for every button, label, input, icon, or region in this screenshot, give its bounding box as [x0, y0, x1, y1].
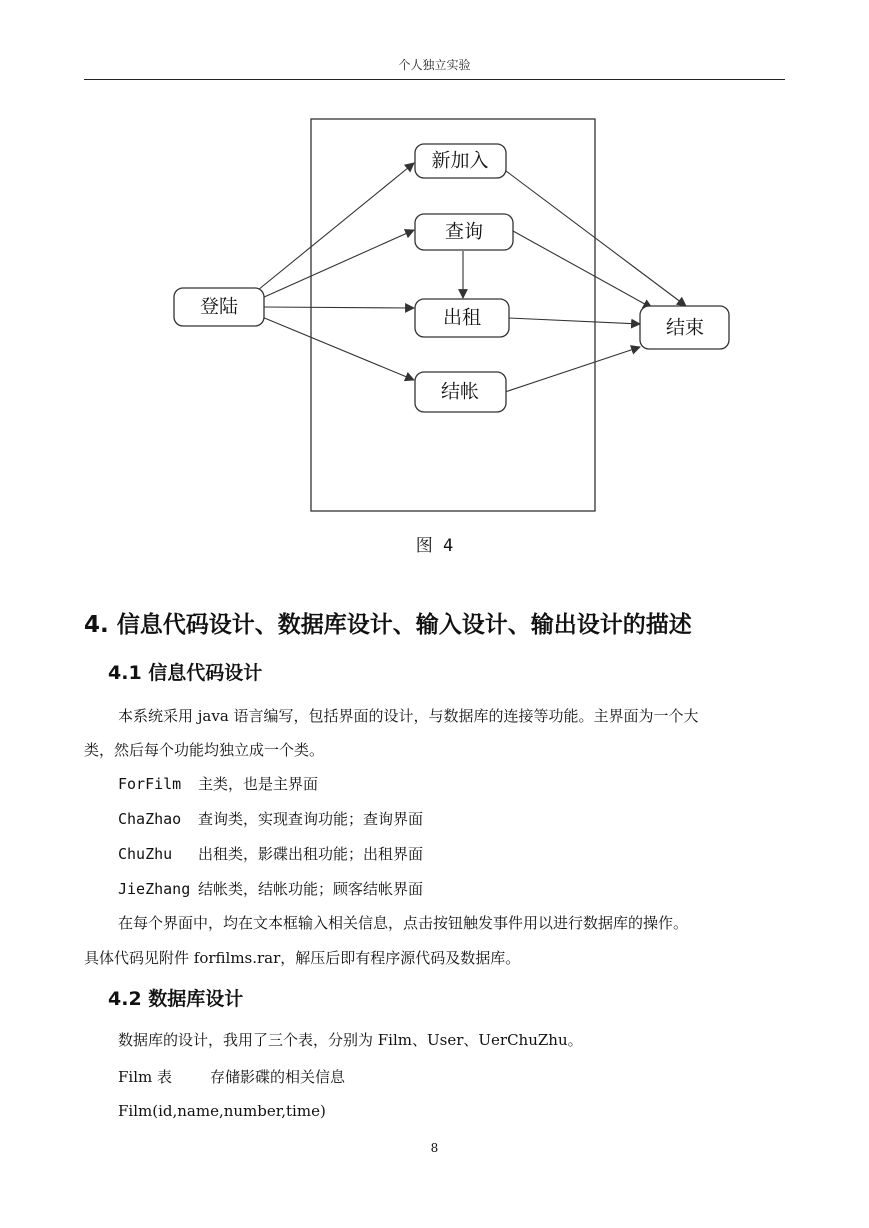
class-name: ChaZhao: [118, 810, 182, 828]
class-row: [118, 844, 423, 864]
edge-login-new: [258, 163, 414, 290]
class-desc: 主类，也是主界面: [198, 775, 319, 793]
class-desc: 结帐类，结帐功能；顾客结帐界面: [198, 880, 424, 898]
subsection-heading-4-1: 4.1 信息代码设计: [108, 662, 263, 684]
edge-checkout-end: [505, 347, 640, 392]
node-query: [415, 214, 513, 250]
edge-login-query: [262, 230, 414, 298]
class-row: [118, 774, 318, 794]
node-checkout-label: 结帐: [440, 380, 480, 403]
page-number: 8: [430, 1141, 439, 1155]
class-name: ForFilm: [118, 775, 182, 793]
paragraph-line-2: 具体代码见附件 forfilms.rar，解压后即有程序源代码及数据库。: [84, 949, 521, 967]
edge-query-end: [513, 231, 652, 308]
page-header: 个人独立实验: [398, 58, 471, 72]
node-end: [640, 306, 729, 349]
db-intro-line: 数据库的设计，我用了三个表，分别为 Film、User、UerChuZhu。: [118, 1031, 583, 1049]
paragraph-line-1: 在每个界面中，均在文本框输入相关信息，点击按钮触发事件用以进行数据库的操作。: [118, 914, 689, 932]
section-heading: 4. 信息代码设计、数据库设计、输入设计、输出设计的描述: [84, 612, 692, 638]
subsection-heading-4-2: 4.2 数据库设计: [108, 988, 244, 1010]
class-row: [118, 879, 423, 899]
intro-line-1: 本系统采用 java 语言编写，包括界面的设计，与数据库的连接等功能。主界面为一个大: [118, 707, 699, 725]
class-name: JieZhang: [118, 880, 191, 898]
film-table-label: Film 表: [118, 1068, 172, 1086]
film-schema: Film(id,name,number,time): [118, 1102, 326, 1120]
flow-diagram: [0, 0, 869, 560]
class-name: ChuZhu: [118, 845, 173, 863]
node-rent: [415, 299, 509, 337]
edge-login-rent: [264, 307, 414, 308]
node-login-label: 登陆: [199, 295, 239, 318]
node-login: [174, 288, 264, 326]
film-table-desc: 存储影碟的相关信息: [210, 1068, 346, 1086]
edge-new-end: [506, 171, 686, 306]
intro-line-2: 类，然后每个功能均独立成一个类。: [84, 741, 325, 759]
node-rent-label: 出租: [442, 306, 482, 329]
figure-caption: 图 4: [415, 536, 454, 556]
edge-rent-end: [509, 318, 640, 324]
node-checkout: [415, 372, 506, 412]
class-desc: 出租类，影碟出租功能；出租界面: [198, 845, 424, 863]
class-row: [118, 809, 423, 829]
class-desc: 查询类，实现查询功能；查询界面: [198, 810, 424, 828]
node-query-label: 查询: [444, 220, 484, 243]
edge-login-checkout: [262, 317, 414, 380]
node-new: [415, 144, 506, 178]
node-end-label: 结束: [665, 316, 705, 339]
film-table-row: [118, 1067, 345, 1087]
node-new-label: 新加入: [431, 149, 489, 172]
